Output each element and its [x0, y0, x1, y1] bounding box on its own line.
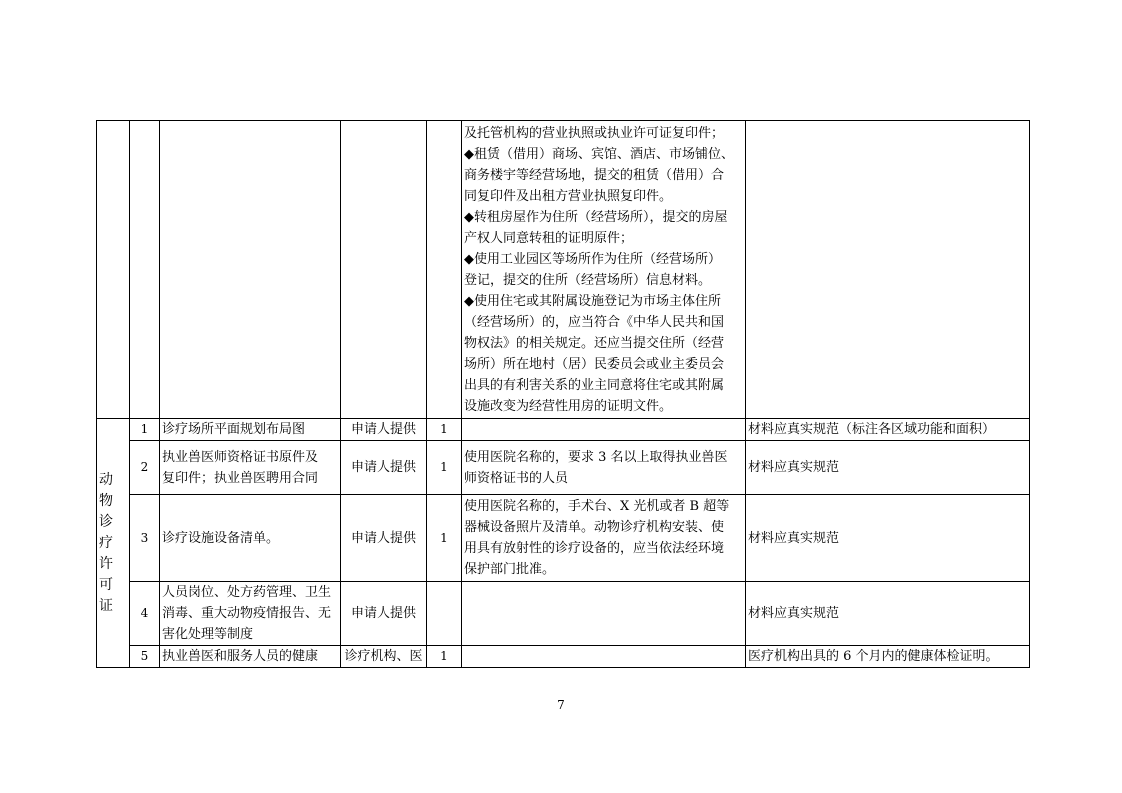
- requirement: 材料应真实规范: [746, 495, 1030, 582]
- materials-table: [96, 120, 1030, 668]
- material-source: 申请人提供: [341, 582, 427, 646]
- row-number: 3: [130, 495, 160, 582]
- copies: 1: [427, 419, 462, 441]
- row-number: 4: [130, 582, 160, 646]
- continuation-row: [97, 121, 1030, 419]
- source-cell-empty: [341, 121, 427, 419]
- table-row: [97, 582, 1030, 646]
- notes-cell: [462, 646, 746, 668]
- category-cell: 动物 诊疗 许可 证: [97, 419, 130, 668]
- material-name: 人员岗位、处方药管理、卫生 消毒、重大动物疫情报告、无 害化处理等制度: [160, 582, 341, 646]
- note-line: 物权法》的相关规定。还应当提交住所（经营: [464, 335, 725, 351]
- copies: 1: [427, 495, 462, 582]
- table-row: [97, 441, 1030, 495]
- row-number: 5: [130, 646, 160, 668]
- material-source: 申请人提供: [341, 441, 427, 495]
- note-line: ◆租赁（借用）商场、宾馆、酒店、市场铺位、: [464, 146, 734, 162]
- material-name: 执业兽医和服务人员的健康: [160, 646, 341, 668]
- copies: 1: [427, 441, 462, 495]
- material-source: 申请人提供: [341, 495, 427, 582]
- table-row: [97, 495, 1030, 582]
- note-line: 出具的有利害关系的业主同意将住宅或其附属: [464, 377, 725, 393]
- note-line: （经营场所）的，应当符合《中华人民共和国: [464, 314, 725, 330]
- requirement: 材料应真实规范（标注各区域功能和面积）: [746, 419, 1030, 441]
- note-line: 同复印件及出租方营业执照复印件。: [464, 188, 673, 204]
- material-cell-empty: [160, 121, 341, 419]
- note-line: 登记，提交的住所（经营场所）信息材料。: [464, 272, 712, 288]
- note-line: ◆使用工业园区等场所作为住所（经营场所）: [464, 251, 721, 267]
- material-source: 申请人提供: [341, 419, 427, 441]
- requirement: 材料应真实规范: [746, 582, 1030, 646]
- continuation-notes-cell: [462, 121, 746, 419]
- notes-cell: [462, 419, 746, 441]
- notes-cell: 使用医院名称的，手术台、X 光机或者 B 超等 器械设备照片及清单。动物诊疗机构安装、使 用具有放射性的诊疗设备的，应当依法经环境 保护部门批准。: [462, 495, 746, 582]
- table-row: [97, 419, 1030, 441]
- note-line: ◆转租房屋作为住所（经营场所），提交的房屋: [464, 209, 728, 225]
- page-number: 7: [557, 698, 565, 712]
- notes-cell: [462, 582, 746, 646]
- table-row: [97, 646, 1030, 668]
- number-cell-empty: [130, 121, 160, 419]
- row-number: 2: [130, 441, 160, 495]
- note-line: 产权人同意转租的证明原件；: [464, 230, 634, 246]
- note-line: 场所）所在地村（居）民委员会或业主委员会: [464, 356, 725, 372]
- note-line: 及托管机构的营业执照或执业许可证复印件；: [464, 125, 725, 141]
- material-name: 诊疗场所平面规划布局图: [160, 419, 341, 441]
- material-name: 诊疗设施设备清单。: [160, 495, 341, 582]
- notes-cell: 使用医院名称的，要求 3 名以上取得执业兽医 师资格证书的人员: [462, 441, 746, 495]
- note-line: 商务楼宇等经营场地，提交的租赁（借用）合: [464, 167, 725, 183]
- note-line: 设施改变为经营性用房的证明文件。: [464, 398, 673, 414]
- copies: [427, 582, 462, 646]
- requirement-cell-empty: [746, 121, 1030, 419]
- category-cell-empty: [97, 121, 130, 419]
- material-name: 执业兽医师资格证书原件及 复印件；执业兽医聘用合同: [160, 441, 341, 495]
- copies: 1: [427, 646, 462, 668]
- note-line: ◆使用住宅或其附属设施登记为市场主体住所: [464, 293, 721, 309]
- requirement: 医疗机构出具的 6 个月内的健康体检证明。: [746, 646, 1030, 668]
- copies-cell-empty: [427, 121, 462, 419]
- material-source: 诊疗机构、医: [341, 646, 427, 668]
- row-number: 1: [130, 419, 160, 441]
- requirement: 材料应真实规范: [746, 441, 1030, 495]
